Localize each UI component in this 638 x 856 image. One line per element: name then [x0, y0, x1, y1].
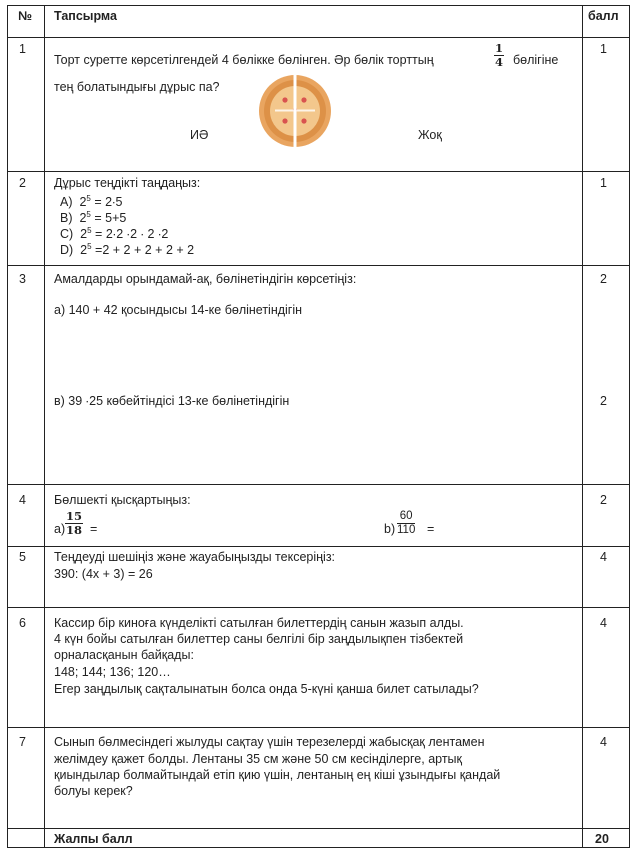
row-3-score-b: 2	[600, 394, 607, 408]
header-score: балл	[588, 9, 619, 23]
row-2-question: Дұрыс теңдікті таңдаңыз:	[54, 176, 201, 190]
row-divider	[7, 727, 630, 728]
row-2-score: 1	[600, 176, 607, 190]
row-divider	[7, 171, 630, 172]
fraction-b: $\frac{60}{110}$	[397, 510, 416, 536]
row-divider	[7, 37, 630, 38]
row-2-num: 2	[19, 176, 26, 190]
cake-cut-horizontal	[275, 110, 315, 112]
row-5-num: 5	[19, 550, 26, 564]
row-6-line: 4 күн бойы сатылған билеттер саны белгілі бір заңдылықпен тізбектей	[54, 632, 464, 646]
option-b: B) $2^5 = 5+5$	[60, 210, 127, 226]
column-divider-task	[582, 5, 583, 848]
table-border-top	[7, 5, 630, 6]
answer-no: Жоқ	[418, 128, 442, 142]
row-4-question: Бөлшекті қысқартыңыз:	[54, 493, 191, 507]
table-border-left	[7, 5, 8, 848]
row-4-num: 4	[19, 493, 26, 507]
row-divider	[7, 546, 630, 547]
answer-yes: ИӘ	[190, 128, 209, 142]
cake-topping	[301, 97, 306, 102]
header-task: Тапсырма	[54, 9, 117, 23]
row-6-num: 6	[19, 616, 26, 630]
option-c: C) $2^5 = 2\cdot 2 \cdot 2 \cdot 2 \cdot 2$	[60, 226, 169, 242]
option-d: D) $2^5 =2 + 2 + 2 + 2 + 2$	[60, 242, 195, 258]
row-3-part-a: а) 140 + 42 қосындысы 14-ке бөлінетіндігін	[54, 303, 303, 317]
row-1-num: 1	[19, 42, 26, 56]
fraction-a-label: a)	[54, 522, 66, 536]
row-3-num: 3	[19, 272, 26, 286]
table-border-right	[629, 5, 630, 848]
row-5-equation: 390: (4x + 3) = 26	[54, 567, 153, 581]
cake-illustration	[255, 72, 335, 150]
table-border-bottom	[7, 847, 630, 848]
total-score: 20	[595, 832, 609, 846]
option-a: A) $2^5 = 2\cdot 5$	[60, 194, 123, 210]
row-5-question: Теңдеуді шешіңіз және жауабыңызды тексеріңіз:	[54, 550, 336, 564]
row-5-score: 4	[600, 550, 607, 564]
row-6-line: 148; 144; 136; 120…	[54, 665, 171, 679]
row-3-question: Амалдарды орындамай-ақ, бөлінетіндігін көрсетіңіз:	[54, 272, 357, 286]
row-3-score-a: 2	[600, 272, 607, 286]
row-7-line: болуы керек?	[54, 784, 133, 798]
row-1-question-b: бөлігіне	[513, 53, 559, 67]
cake-topping	[282, 118, 287, 123]
row-1-score: 1	[600, 42, 607, 56]
row-7-line: желімдеу қажет болды. Лентаны 35 см және 50 см кесінділерге, артық	[54, 752, 462, 766]
row-7-line: Сынып бөлмесіндегі жылуды сақтау үшін терезелерді жабысқақ лентамен	[54, 735, 485, 749]
row-7-line: қиындылар болмайтындай етіп қию үшін, лентаның ең кіші ұзындығы қандай	[54, 768, 501, 782]
cake-topping	[301, 118, 306, 123]
fraction-a-equals: =	[90, 522, 98, 536]
row-6-line: Егер заңдылық сақталынатын болса онда 5-күні қанша билет сатылады?	[54, 682, 479, 696]
row-6-line: Кассир бір киноға күнделікті сатылған билеттердің санын жазып алды.	[54, 616, 464, 630]
fraction-a: $\frac{15}{18}$	[66, 509, 83, 537]
row-6-line: орналасқанын байқады:	[54, 648, 194, 662]
fraction-denominator: 4	[495, 55, 504, 69]
row-divider	[7, 828, 630, 829]
row-6-score: 4	[600, 616, 607, 630]
row-4-score: 2	[600, 493, 607, 507]
fraction-numerator: 1	[495, 41, 504, 55]
row-7-score: 4	[600, 735, 607, 749]
header-num: №	[18, 9, 32, 23]
row-7-num: 7	[19, 735, 26, 749]
total-label: Жалпы балл	[54, 832, 133, 846]
fraction-b-label: b)	[384, 522, 396, 536]
fraction-b-equals: =	[427, 522, 435, 536]
row-divider	[7, 484, 630, 485]
row-divider	[7, 265, 630, 266]
row-3-part-b: в) 39 ∙25 көбейтіндісі 13-ке бөлінетіндігін	[54, 394, 290, 408]
row-1-question-c: тең болатындығы дұрыс па?	[54, 80, 220, 94]
row-divider	[7, 607, 630, 608]
row-1-fraction	[494, 42, 504, 69]
row-1-question-a: Торт суретте көрсетілгендей 4 бөлікке бөлінген. Әр бөлік торттың	[54, 53, 434, 67]
cake-topping	[282, 97, 287, 102]
column-divider-num	[44, 5, 45, 848]
